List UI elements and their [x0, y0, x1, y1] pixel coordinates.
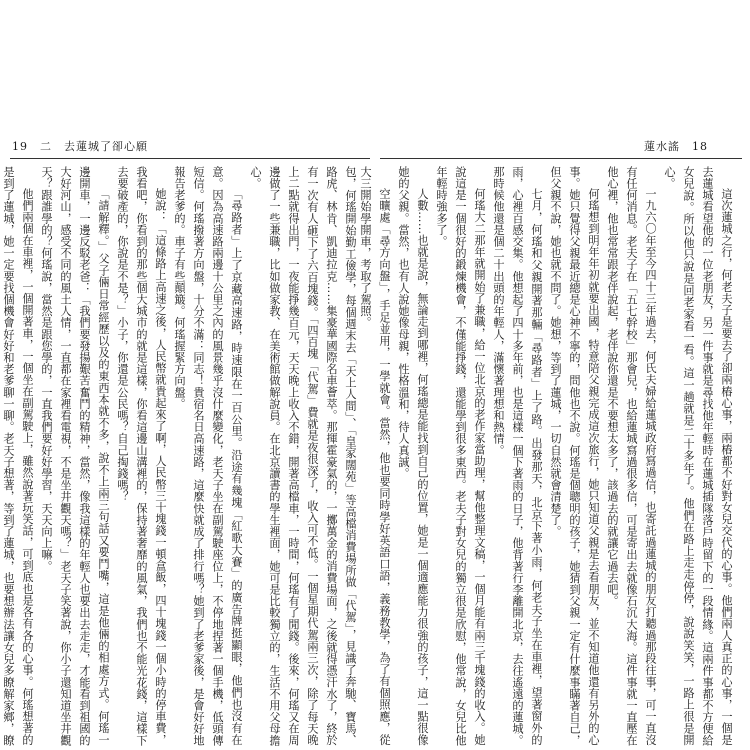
paragraph: 「請解釋。」父子倆日常經歷以及的東西本就不多，說不上兩三句話又要鬥嘴，這是他倆的相處方式。何瑤一邊開車，一邊反駁老爸：「我們要發揚艱苦奮鬥的精神，當然，像我這樣的年輕人也要出去走走，才能看到祖國的大好河山，感受不同的風土人情，一直都在家裡看電視，不是坐井觀天嗎？」老天子笑著說，你小子還知道坐井觀天？跟誰學的？何瑤說，當然是跟您學的，一直我們要好好學習，天天向上嘛。: [40, 166, 110, 746]
paragraph: 七月，何瑤和父親開著那輛「尋路者」上了路。出發那天，北京下著小雨，何老夫子坐在車裡，望著窗外的雨，心裡百感交集。他想起了四十多年前，也是這樣一個下著雨的日子，他背著行李離開北京，去往遙遠的蓮城。那時候他還是個二十出頭的年輕人，滿懷著理想和熱情。: [492, 166, 543, 746]
paragraph: 她說：「這條路上高速之後，人民幣就貴起來了啊，人民幣三十塊錢一頓盒飯，四十塊錢一個小時的停車費，我看吧，你看到的那些個大城市的就是這樣，你看這邊山溝裡的，保持著奢靡的風氣，我們也不能光花錢，這樣下去要破產的，你說是不是？」小子，你還是公民嗎？自己掏錢嗎？: [116, 166, 167, 746]
paragraph: 這次蓮城之行，何老夫子是要去了卻兩樁心事，兩樁都不好對女兒交代的心事。他們兩人真正的心事，一個是去蓮城看望他的一位老朋友，另一件事就是尋找他年輕時在蓮城插隊落戶時留下的一段情緣。這兩件事都不方便給女兒說。所以他只說是回老家看一看。這一趟就是二十多年了。他們在路上走走停停，說說笑笑，一路上很是開心。: [663, 166, 733, 746]
paragraph: 空曠處「尋方向盤」，手足並用，一學就會。當然，他也要同時學好英語口語，義務教學，為了有個照應，從大三開始學開車，考取了駕照。: [359, 166, 391, 746]
paragraph: 一九六〇年至今四十三年過去，何氏夫婦給蓮城政府寫過信，也寄託過蓮城的朋友打聽過那段往事，可一直沒有任何消息。老夫子在「五七幹校」那會兒，也給蓮城寫過很多信，可是寄出去就像石沉大海。這件事就一直壓在他心裡，他也常常跟老伴說起，老伴說你還是不要想太多了，該過去的就讓它過去吧。: [606, 166, 657, 746]
paragraph: 包，何瑤開始勤工儉學，每個週末去「天上人間」、「皇家闊苑」等高檔消費場所做「代駕」，見識了奔馳、寶馬、路虎、林肯、凱迪拉克……集豪華國際名車薈萃。那揮霍豪氣的，一擲萬金的消費場面，之後就得憑汗水了，終於有一次有人砸下了六百塊錢。「四百塊「代駕」費就是夜很深了，收入可不低。一個星期代駕兩三次，除了每天晚上二點就得出門，一夜能掙幾百元，天天晚上收入不錯，開著高檔車，一時間，何瑤有了閒錢。後來，何瑤又在周邊做了一些兼職，比如做家教、在美術館做解說員。在北京讀書的學生裡面，她可是比較獨立的，生活不用父母擔心。: [249, 166, 357, 746]
right-page-header: 蓮水謠 18: [644, 140, 708, 153]
paragraph: 何瑤想到明年年初就要出國，特意陪父親完成這次旅行，她只知道父親是去看朋友，並不知道他還有另外的心事。她只覺得父親最近總是心神不寧的，問他也不說。何瑤是個聰明的孩子，她猜到父親一定有什麼事瞞著自己，但父親不說，她也就不問了。她想，等到了蓮城，一切自然就會清楚了。: [549, 166, 600, 746]
paragraph: 「尋路者」上了京藏高速路，時速限在一百公里。沿途有幾塊「紅歌大賽」的廣告牌挺顯眼，他們也沒有在意。因為高速路兩邊十公里之內的風景幾乎沒什麼變化，老天子坐在副駕駛座位上，不停地捏著一個手機，低頭傳短信。何瑤撥著方向盤，十分不滿：同志！貴宿名日高速路，這麼快就成了排行嗎？她到了老爹家後，是會好好地報告老爹的。車子有些顛簸。何瑤握緊方向盤。: [173, 166, 243, 746]
paragraph: 人數……也就是說，無論走到哪裡，何瑤總是能找到自己的位置，她是一個適應能力很強的孩子，這一點很像她的父親。當然，也有人說她像母親，性格溫和，待人真誠。: [397, 166, 429, 746]
right-page-text: [359, 166, 736, 746]
paragraph: 何瑤大二那年就開始了兼職，給一位北京的老作家當助理，幫他整理文稿，一個月能有兩三千塊錢的收入。她說這是一個很好的鍛煉機會，不僅能掙錢，還能學到很多東西。老夫子對女兒的獨立很是欣慰，他常說，女兒比他年輕時強多了。: [435, 166, 486, 746]
paragraph: 他們兩個在車裡，一個開著車，一個坐在副駕駛上，雖然說著玩笑話，可到底也是各有各的心事。何瑤想著的是到了蓮城，她一定要找個機會好好和老爹聊一聊。老天子想著，等到了蓮城，也要想辦法讓女兒多瞭解家鄉，瞭: [2, 166, 34, 746]
right-header-rule: [380, 158, 742, 159]
left-page-text: [2, 166, 360, 746]
left-page-header: 19 二 去蓮城了卻心願: [12, 140, 148, 153]
left-header-rule: [10, 158, 370, 159]
